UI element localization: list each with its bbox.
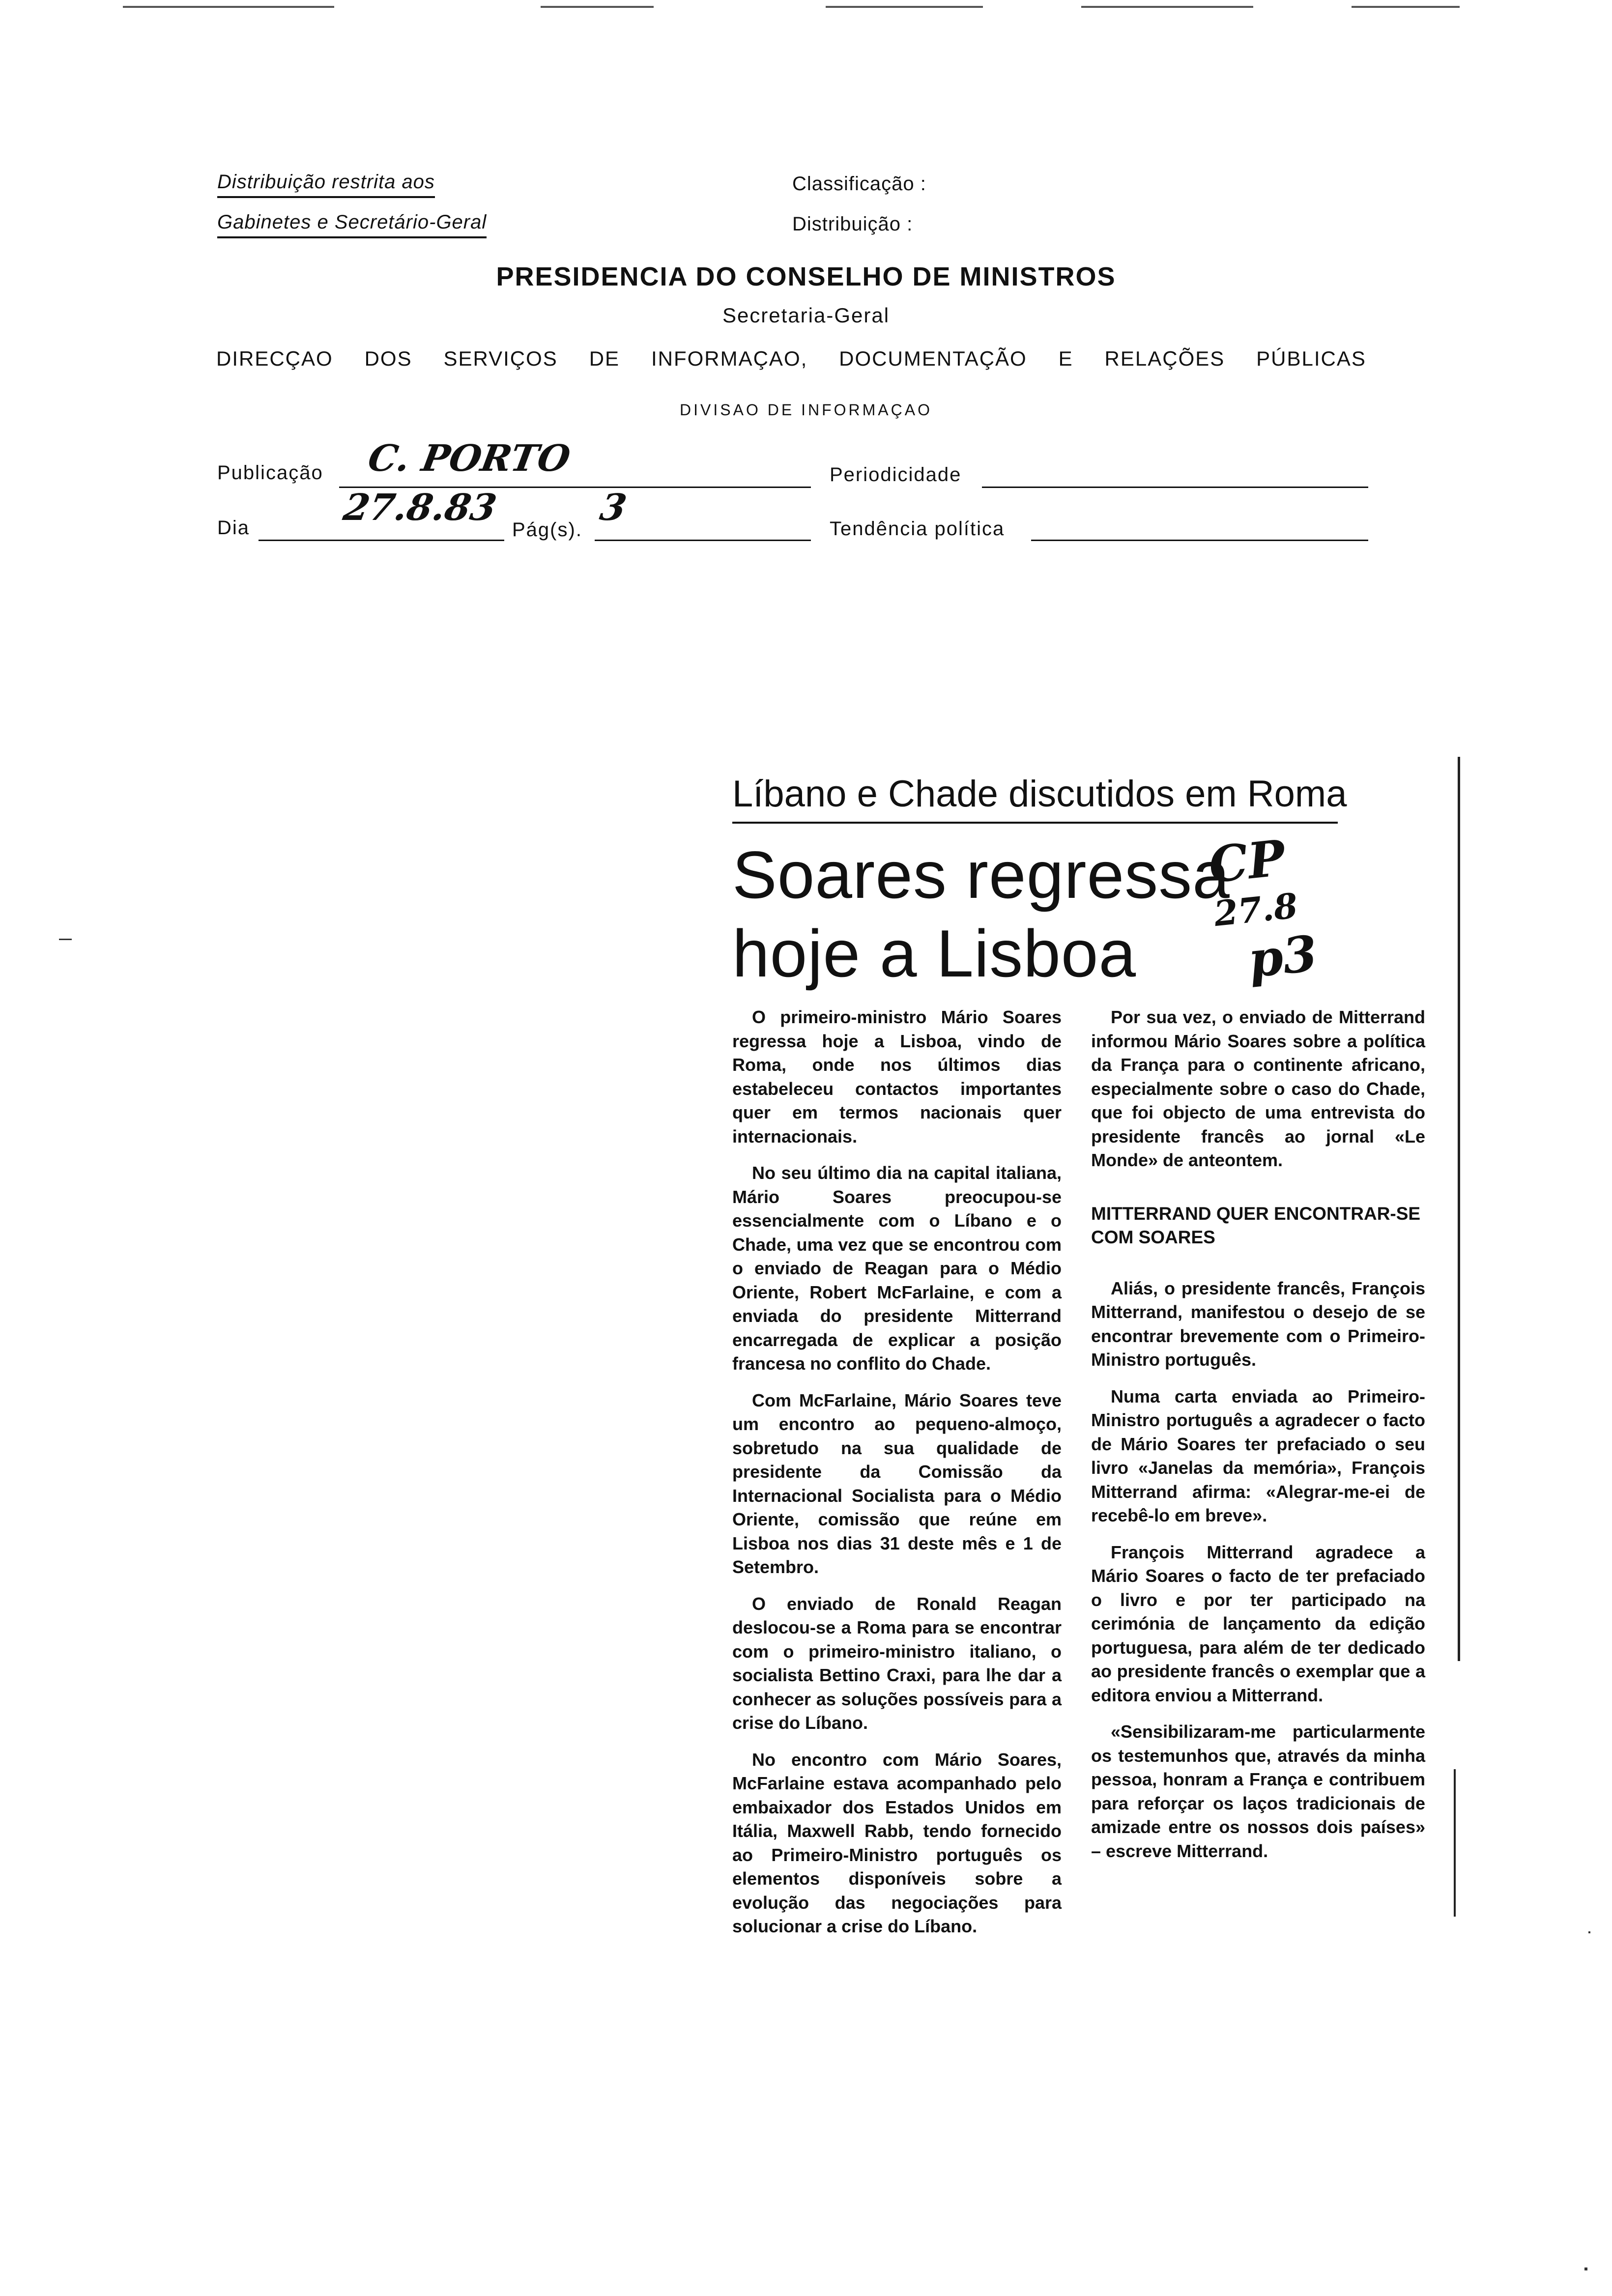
periodicidade-label: Periodicidade	[830, 464, 962, 486]
kicker-underline	[732, 822, 1338, 824]
article-paragraph: «Sensibilizaram-me particularmente os testemunhos que, através da minha pessoa, honram a França e contribuem para reforçar os laços tradicionais de amizade entre os nossos dois países» – escreve Mitterrand.	[1091, 1722, 1425, 1861]
dia-handwritten-value: 27.8.83	[340, 487, 500, 529]
article-paragraph: Aliás, o presidente francês, François Mitterrand, manifestou o desejo de se encontrar brevemente com o Primeiro-Ministro português.	[1091, 1278, 1425, 1370]
article-kicker: Líbano e Chade discutidos em Roma	[732, 773, 1347, 815]
tendencia-label: Tendência política	[830, 518, 1005, 540]
article-paragraph: No encontro com Mário Soares, McFarlaine estava acompanhado pelo embaixador dos Estados Unidos em Itália, Maxwell Rabb, tendo fornecido ao Primeiro-Ministro português os elementos disponíveis sobre a evolução das negociações para solucionar a crise do Líbano.	[732, 1749, 1062, 1936]
scan-mark	[1352, 6, 1460, 8]
article-paragraph: Com McFarlaine, Mário Soares teve um encontro ao pequeno-almoço, sobretudo na sua qualidade de presidente da Comissão da Internacional Socialista para o Médio Oriente, comissão que reúne em Lisboa nos dias 31 deste mês e 1 de Setembro.	[732, 1390, 1062, 1577]
periodicidade-rule	[982, 487, 1368, 488]
scan-speck	[1588, 1931, 1590, 1933]
direccao-word: DOS	[364, 347, 412, 370]
direccao-word: E	[1058, 347, 1073, 370]
secretaria-geral: Secretaria-Geral	[722, 304, 890, 327]
direccao-word: SERVIÇOS	[443, 347, 558, 370]
article-paragraph: No seu último dia na capital italiana, Mário Soares preocupou-se essencialmente com o Líbano e o Chade, uma vez que se encontrou com o enviado de Reagan para o Médio Oriente, Robert McFarlaine, e com a enviada do presidente Mitterrand encarregada de explicar a posição francesa no conflito do Chade.	[732, 1163, 1062, 1374]
article-column-left	[732, 1005, 1062, 1952]
scan-mark	[826, 6, 983, 8]
divisao-informacao: DIVISAO DE INFORMAÇAO	[680, 401, 932, 419]
margin-note-line: 27.8	[1212, 885, 1300, 935]
restricted-distribution-line1: Distribuição restrita aos	[217, 171, 435, 198]
article-paragraph: O primeiro-ministro Mário Soares regressa hoje a Lisboa, vindo de Roma, onde nos últimos dias estabeleceu contactos importantes quer em termos nacionais quer internacionais.	[732, 1007, 1062, 1147]
classificacao-label: Classificação :	[792, 173, 926, 195]
scan-speck	[59, 939, 72, 940]
restricted-distribution-line2: Gabinetes e Secretário-Geral	[217, 211, 487, 238]
publicacao-handwritten-value: C. PORTO	[365, 437, 574, 480]
pags-handwritten-value: 3	[597, 487, 630, 529]
direccao-word: DIRECÇAO	[216, 347, 333, 370]
direccao-word: INFORMAÇAO,	[651, 347, 808, 370]
article-paragraph: Numa carta enviada ao Primeiro-Ministro português a agradecer o facto de Mário Soares ter prefaciado o seu livro «Janelas da memória», François Mitterrand afirma: «Alegrar-me-ei de recebê-lo em breve».	[1091, 1386, 1425, 1525]
clipping-edge-line	[1458, 757, 1460, 1661]
distribuicao-label: Distribuição :	[792, 213, 913, 235]
handwritten-margin-note	[1206, 826, 1320, 992]
scan-mark	[123, 6, 334, 8]
article-paragraph: François Mitterrand agradece a Mário Soares o facto de ter prefaciado o livro e por ter participado na cerimónia de lançamento da edição portuguesa, para além de ter dedicado ao presidente francês o exemplar que a editora enviou a Mitterrand.	[1091, 1542, 1425, 1705]
margin-note-line: CP	[1206, 829, 1288, 894]
pags-rule	[595, 540, 811, 541]
clipping-edge-line	[1454, 1769, 1456, 1917]
margin-note-line: p3	[1245, 924, 1320, 989]
direccao-line	[216, 347, 1366, 371]
scan-mark	[541, 6, 654, 8]
article-column-right	[1091, 1005, 1425, 1876]
article-subhead: MITTERRAND QUER ENCONTRAR-SE COM SOARES	[1091, 1203, 1421, 1247]
dia-label: Dia	[217, 517, 250, 539]
article-headline	[732, 835, 1243, 993]
direccao-word: PÚBLICAS	[1256, 347, 1366, 370]
article-paragraph: Por sua vez, o enviado de Mitterrand informou Mário Soares sobre a política da França para o continente africano, especialmente sobre o caso do Chade, que foi objecto de uma entrevista do presidente francês ao jornal «Le Monde» de anteontem.	[1091, 1007, 1425, 1170]
dia-rule	[259, 540, 504, 541]
scan-speck	[1584, 2267, 1587, 2270]
organization-title: PRESIDENCIA DO CONSELHO DE MINISTROS	[496, 262, 1116, 291]
direccao-word: DE	[589, 347, 620, 370]
article-paragraph: O enviado de Ronald Reagan deslocou-se a Roma para se encontrar com o primeiro-ministro italiano, o socialista Bettino Craxi, para lhe dar a conhecer as soluções possíveis para a crise do Líbano.	[732, 1593, 1062, 1733]
direccao-word: RELAÇÕES	[1104, 347, 1225, 370]
pags-label: Pág(s).	[512, 519, 582, 541]
publicacao-label: Publicação	[217, 462, 323, 484]
direccao-word: DOCUMENTAÇÃO	[839, 347, 1027, 370]
tendencia-rule	[1031, 540, 1368, 541]
scan-mark	[1081, 6, 1253, 8]
headline-line: hoje a Lisboa	[732, 916, 1137, 991]
headline-line: Soares regressa	[732, 837, 1230, 912]
